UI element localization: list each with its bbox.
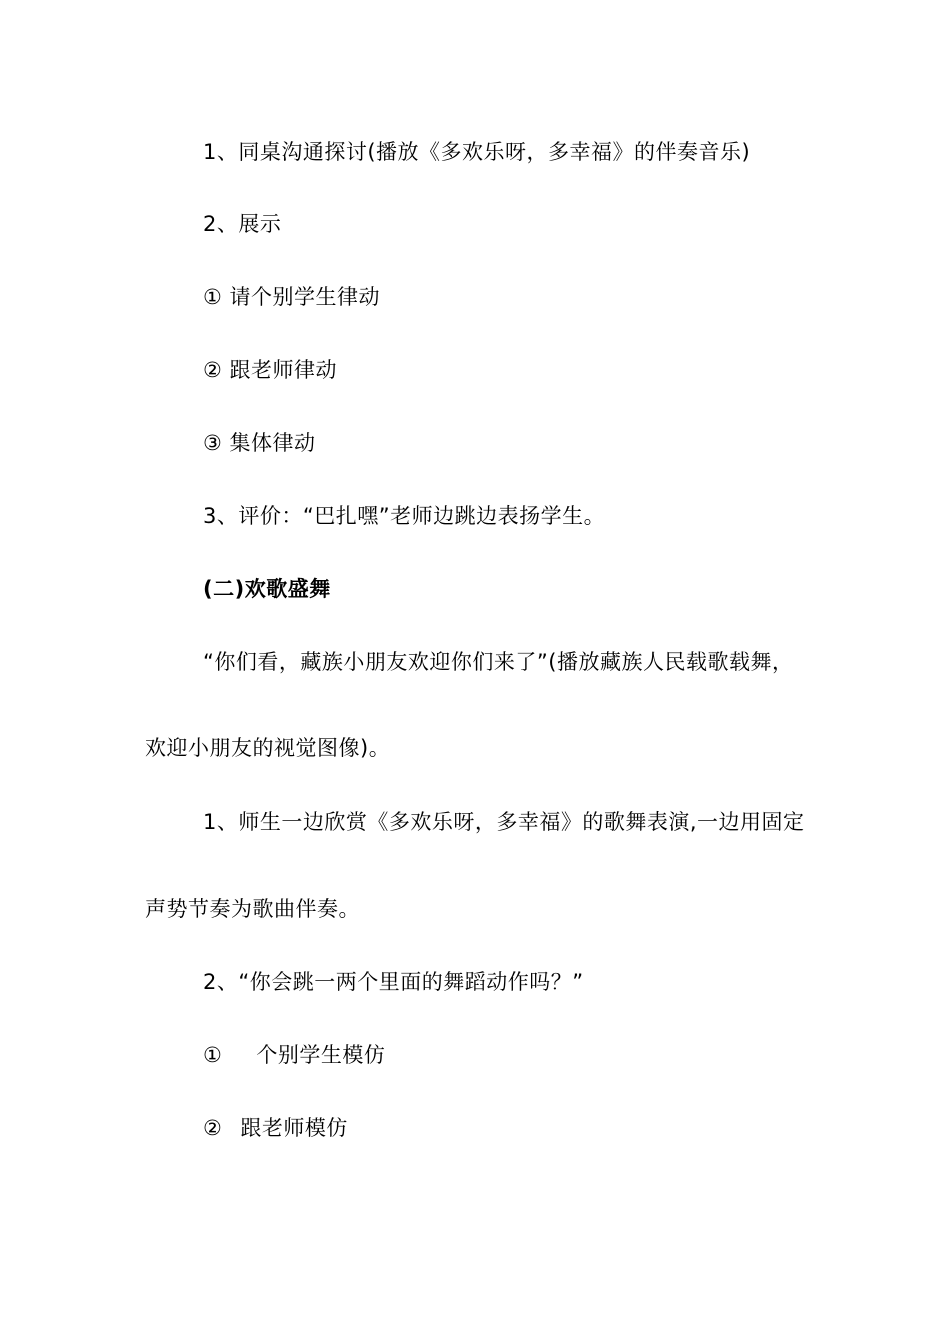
paragraph-step-3: 3、评价：“巴扎嘿”老师边跳边表扬学生。 [203,504,606,528]
list-marker: ① [203,1043,223,1067]
list-item [203,1041,385,1069]
paragraph-step-2: 2、展示 [203,212,282,236]
paragraph-step-1: 1、同桌沟通探讨(播放《多欢乐呀，多幸福》的伴奏音乐) [203,140,751,164]
list-item: ② 跟老师律动 [203,358,338,382]
paragraph-step-1b: 1、师生一边欣赏《多欢乐呀，多幸福》的歌舞表演,一边用固定 [203,810,805,834]
paragraph-quote: “你们看，藏族小朋友欢迎你们来了”(播放藏族人民载歌载舞， [203,650,794,674]
section-heading: (二)欢歌盛舞 [203,577,331,601]
paragraph-step-1b-continued: 声势节奏为歌曲伴奏。 [145,897,360,921]
list-item-text: 跟老师模仿 [240,1116,348,1140]
list-item: ③ 集体律动 [203,431,316,455]
list-marker: ② [203,1116,223,1140]
list-item: ① 请个别学生律动 [203,285,381,309]
paragraph-step-2b: 2、“你会跳一两个里面的舞蹈动作吗？” [203,970,584,994]
list-item-text: 个别学生模仿 [256,1043,386,1067]
list-item [203,1114,348,1142]
paragraph-quote-continued: 欢迎小朋友的视觉图像)。 [145,736,391,760]
